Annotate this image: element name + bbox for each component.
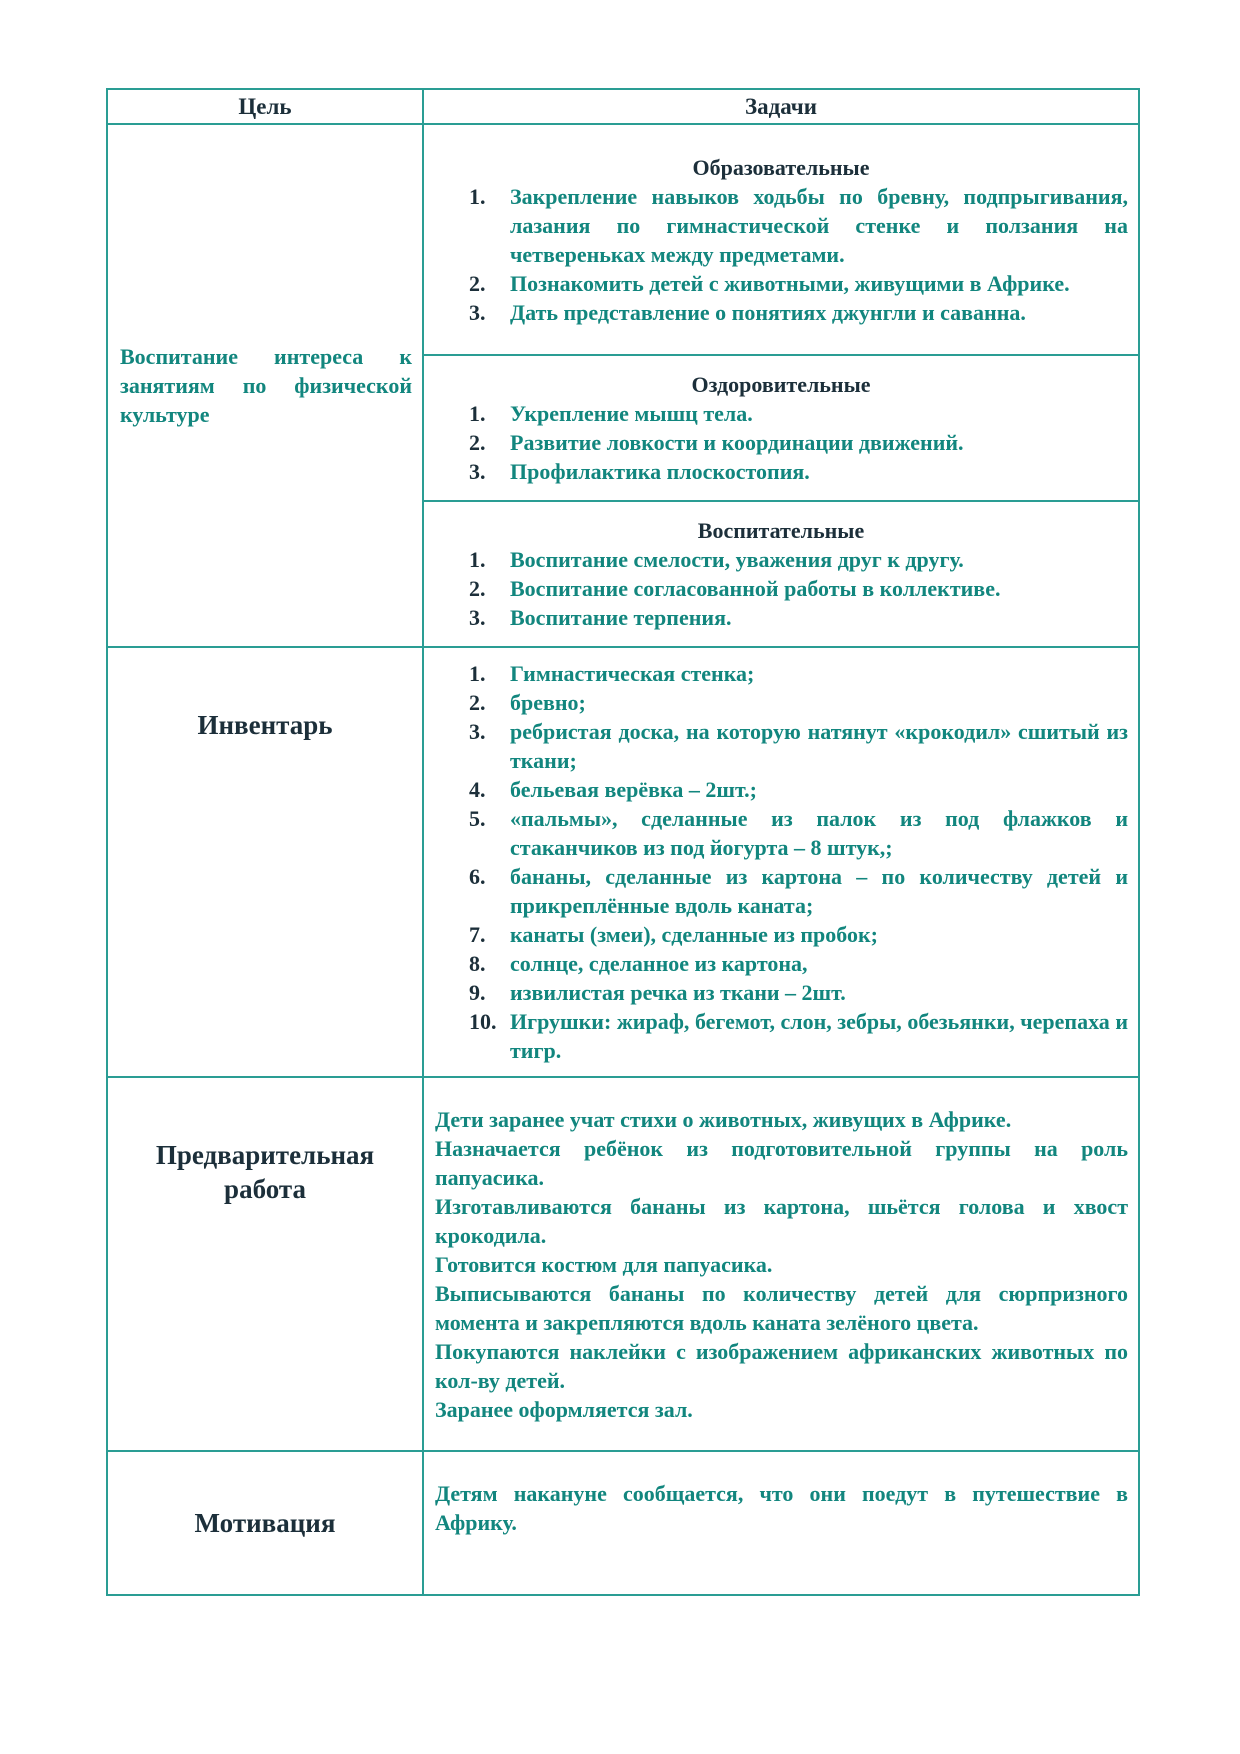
preliminary-paragraph: Заранее оформляется зал. <box>435 1396 693 1422</box>
list-item: 4. бельевая верёвка – 2шт.; <box>469 777 757 802</box>
tasks-upbringing-cell <box>423 501 1139 647</box>
list-item: 3. ребристая доска, на которую натянут «крокодил» сшитый из ткани; <box>469 719 1128 773</box>
list-item: 7. канаты (змеи), сделанные из пробок; <box>469 922 878 947</box>
list-item: 5. «пальмы», сделанные из палок из под флажков и стаканчиков из под йогурта – 8 штук,; <box>469 806 1128 860</box>
motivation-label: Мотивация <box>107 1451 423 1595</box>
list-item: 1. Укрепление мышц тела. <box>469 401 753 426</box>
list-item: 1. Воспитание смелости, уважения друг к другу. <box>469 547 964 572</box>
list-item: 2. Развитие ловкости и координации движений. <box>469 430 964 455</box>
preliminary-paragraph: Готовится костюм для папуасика. <box>435 1251 773 1277</box>
motivation-text: Детям накануне сообщается, что они поедут в путешествие в Африку. <box>435 1481 1128 1535</box>
preliminary-paragraph: Изготавливаются бананы из картона, шьётся голова и хвост крокодила. <box>435 1193 1128 1248</box>
header-tasks: Задачи <box>423 89 1139 124</box>
inventory-label: Инвентарь <box>107 647 423 1077</box>
inventory-cell <box>423 647 1139 1077</box>
preliminary-label-line2: работа <box>224 1174 306 1204</box>
preliminary-row <box>107 1077 1139 1451</box>
preliminary-paragraph: Выписываются бананы по количеству детей для сюрпризного момента и закрепляются вдоль каната зелёного цвета. <box>435 1280 1128 1335</box>
preliminary-label-line1: Предварительная <box>155 1140 375 1170</box>
inventory-row <box>107 647 1139 1077</box>
list-item: 2. бревно; <box>469 690 586 715</box>
goal-cell: Воспитание интереса к занятиям по физической культуре <box>107 124 423 647</box>
list-item: 3. Воспитание терпения. <box>469 605 732 630</box>
list-item: 2. Познакомить детей с животными, живущими в Африке. <box>469 270 1070 296</box>
list-item: 3. Профилактика плоскостопия. <box>469 459 810 484</box>
list-item: 1. Гимнастическая стенка; <box>469 661 755 686</box>
list-item: 6. бананы, сделанные из картона – по количеству детей и прикреплённые вдоль каната; <box>469 864 1128 918</box>
tasks-educational-cell <box>423 124 1139 355</box>
tasks-row-educational <box>107 124 1139 355</box>
list-item: 3. Дать представление о понятиях джунгли и саванна. <box>469 299 1026 325</box>
list-item: 8. солнце, сделанное из картона, <box>469 951 808 976</box>
list-item: 10. Игрушки: жираф, бегемот, слон, зебры, обезьянки, черепаха и тигр. <box>469 1009 1128 1063</box>
motivation-cell <box>423 1451 1139 1595</box>
list-item: 1. Закрепление навыков ходьбы по бревну, подпрыгивания, лазания по гимнастической стенке и ползания на четвереньках между предметами. <box>469 183 1128 267</box>
tasks-educational-title: Образовательные <box>692 154 870 180</box>
list-item: 9. извилистая речка из ткани – 2шт. <box>469 980 846 1005</box>
header-goal: Цель <box>107 89 423 124</box>
list-item: 2. Воспитание согласованной работы в коллективе. <box>469 576 1001 601</box>
tasks-upbringing-title: Воспитательные <box>697 518 865 543</box>
preliminary-paragraph: Покупаются наклейки с изображением африканских животных по кол-ву детей. <box>435 1338 1128 1393</box>
preliminary-label <box>107 1077 423 1451</box>
motivation-row <box>107 1451 1139 1595</box>
lesson-plan-table <box>106 88 1140 1596</box>
table-header-row <box>107 89 1139 124</box>
preliminary-paragraph: Назначается ребёнок из подготовительной группы на роль папуасика. <box>435 1135 1128 1190</box>
preliminary-paragraph: Дети заранее учат стихи о животных, живущих в Африке. <box>435 1106 1012 1132</box>
preliminary-cell <box>423 1077 1139 1451</box>
tasks-health-title: Оздоровительные <box>691 372 871 397</box>
tasks-health-cell <box>423 355 1139 501</box>
